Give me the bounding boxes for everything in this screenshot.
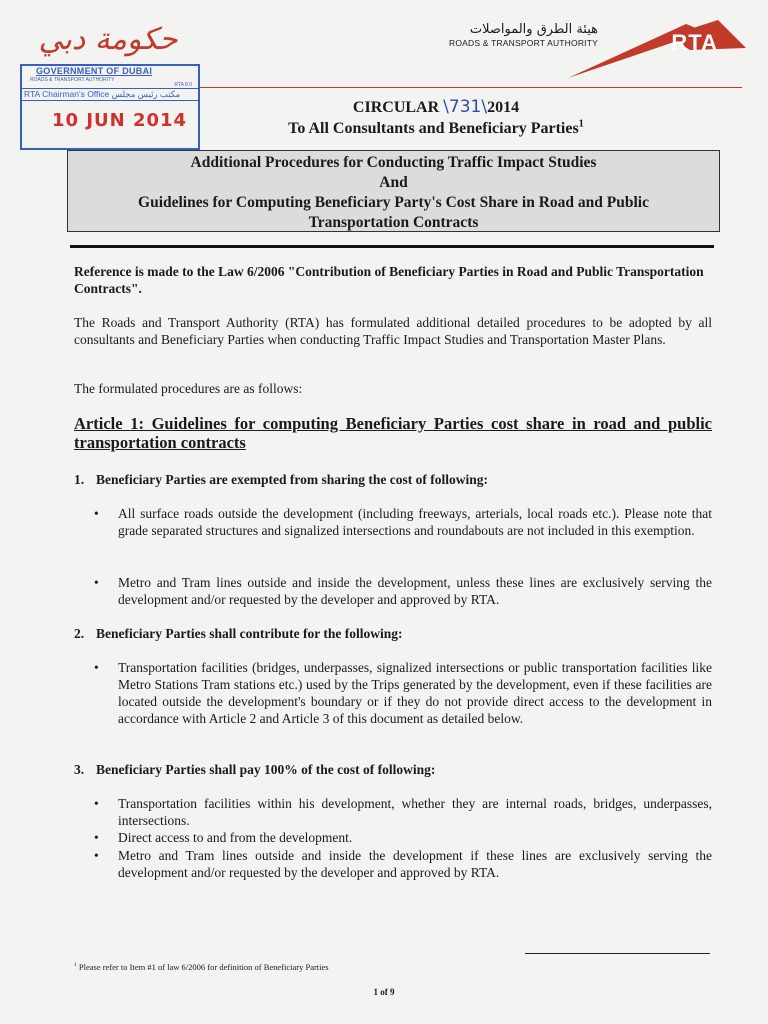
title-line: Additional Procedures for Conducting Traffic Impact Studies — [190, 154, 597, 171]
bullet-text: Metro and Tram lines outside and inside the development, unless these lines are exclusively serving the development and/or requested by the developer and approved by RTA. — [118, 575, 712, 607]
bullet-icon: • — [94, 796, 99, 811]
bullet-text: Metro and Tram lines outside and inside the development if these lines are exclusively serving the development and/or requested by the developer and approved by RTA. — [118, 848, 712, 880]
circular-recipients — [200, 118, 672, 139]
bullet-text: Direct access to and from the development. — [118, 830, 353, 845]
rta-logo — [568, 20, 748, 80]
header-rule — [200, 87, 742, 88]
procedures-paragraph: The formulated procedures are as follows: — [74, 381, 303, 396]
section-heading — [74, 761, 712, 778]
bullet-text: Transportation facilities (bridges, underpasses, signalized intersections or public transportation facilities like Metro Stations Tram stations etc.) used by the Trips generated by the development, even if these facilities are located outside the development's boundary or if they do not provide direct access to the development in accordance with Article 2 and Article 3 of this document as detailed below. — [118, 660, 712, 726]
rta-arabic-name: هيئة الطرق والمواصلات — [469, 22, 598, 37]
bullet-item — [94, 795, 712, 829]
page-number: 1 of 9 — [373, 987, 395, 997]
section-heading-text: Beneficiary Parties shall contribute for the following: — [96, 626, 403, 641]
stamp-government: GOVERNMENT OF DUBAI — [36, 66, 153, 76]
title-line: Guidelines for Computing Beneficiary Party's Cost Share in Road and Public — [138, 194, 649, 211]
bullet-text: Transportation facilities within his development, whether they are internal roads, bridges, underpasses, intersections. — [118, 796, 712, 828]
footnote-rule — [525, 953, 710, 954]
stamp-authority: ROADS & TRANSPORT AUTHORITY — [30, 77, 115, 83]
section-number: 3. — [74, 762, 85, 777]
rta-logo-text: RTA — [671, 30, 718, 55]
footnote-marker: 1 — [578, 118, 584, 130]
section-heading — [74, 471, 712, 488]
bullet-icon: • — [94, 848, 99, 863]
bullet-item — [94, 505, 712, 539]
received-stamp — [20, 64, 200, 150]
circular-year: 2014 — [487, 99, 520, 116]
title-line: Transportation Contracts — [308, 214, 479, 231]
stamp-divider — [22, 100, 198, 101]
rta-english-name: ROADS & TRANSPORT AUTHORITY — [449, 38, 598, 48]
bullet-icon: • — [94, 660, 99, 675]
bullet-item — [94, 659, 712, 727]
bullet-item — [94, 847, 712, 881]
circular-heading — [200, 97, 672, 139]
title-line: And — [379, 174, 408, 191]
section-number: 2. — [74, 626, 85, 641]
bullet-icon: • — [94, 830, 99, 845]
bullet-item — [94, 574, 712, 608]
stamp-office: RTA Chairman's Office مكتب رئيس مجلس — [24, 89, 181, 99]
rta-logo-shape — [568, 20, 748, 80]
footnote-text: Please refer to Item #1 of law 6/2006 for definition of Beneficiary Parties — [78, 962, 329, 972]
circular-to-line: To All Consultants and Beneficiary Parties — [288, 120, 579, 137]
bullet-icon: • — [94, 506, 99, 521]
section-heading — [74, 625, 712, 642]
footnote-number: 1 — [74, 962, 77, 969]
stamp-date: 10 JUN 2014 — [52, 110, 188, 131]
intro-paragraph: The Roads and Transport Authority (RTA) has formulated additional detailed procedures to be adopted by all consultants and Beneficiary Parties when conducting Traffic Impact Studies and Transportation Master Plans. — [74, 315, 712, 347]
bullet-item — [94, 829, 712, 846]
circular-label: CIRCULAR — [352, 99, 440, 116]
bullet-text: All surface roads outside the development (including freeways, arterials, local roads etc.). Please note that grade separated structures and signalized intersections and roundabouts are not included in this exemption. — [118, 506, 712, 538]
reference-paragraph: Reference is made to the Law 6/2006 "Contribution of Beneficiary Parties in Road and Public Transportation Contracts". — [74, 264, 704, 296]
section-heading-text: Beneficiary Parties are exempted from sharing the cost of following: — [96, 472, 489, 487]
bullet-icon: • — [94, 575, 99, 590]
circular-number-line — [200, 97, 672, 118]
title-rule — [70, 245, 714, 248]
article-1-heading: Article 1: Guidelines for computing Beneficiary Parties cost share in road and public transportation contracts — [74, 414, 712, 452]
section-heading-text: Beneficiary Parties shall pay 100% of the cost of following: — [96, 762, 436, 777]
circular-number: \731\ — [443, 97, 488, 117]
stamp-tag: RTA 8.0 — [174, 82, 192, 88]
footnote — [74, 962, 329, 972]
title-box — [67, 150, 720, 232]
section-number: 1. — [74, 472, 85, 487]
government-of-dubai-logo: حكومة دبي — [38, 22, 178, 57]
